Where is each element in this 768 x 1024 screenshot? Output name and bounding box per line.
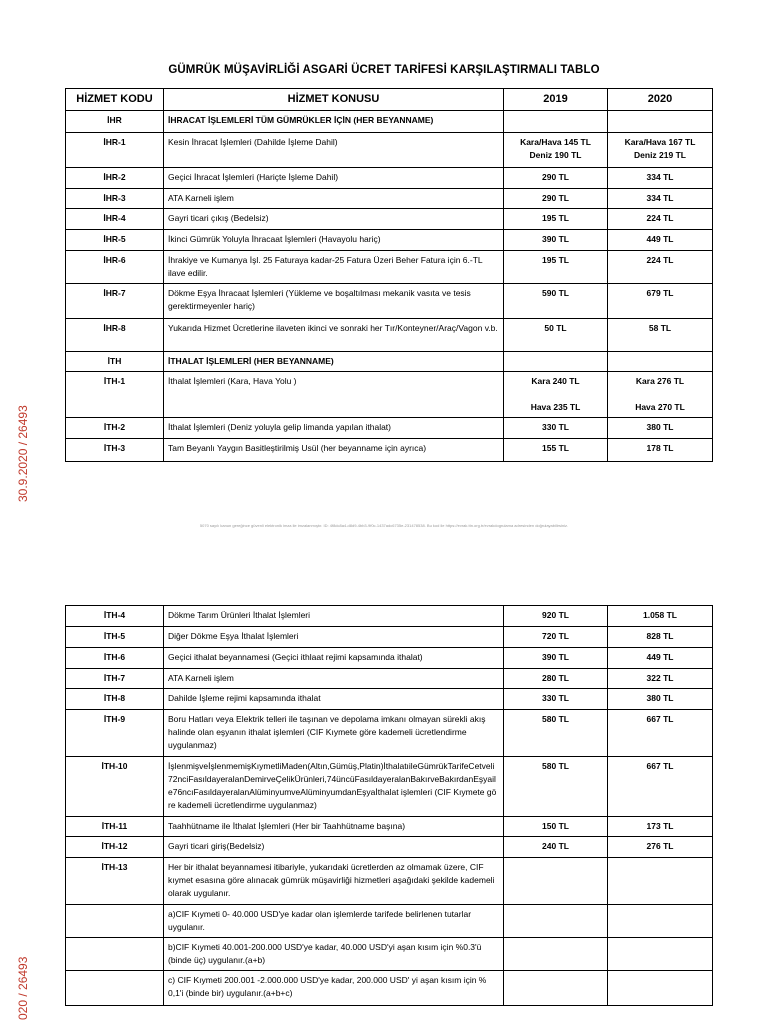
fee-2020 [608,905,713,938]
service-description: İkinci Gümrük Yoluyla İhracaat İşlemleri (Havayolu hariç) [164,230,504,251]
table-row [66,858,713,905]
fee-2020: 224 TL [608,209,713,230]
fee-2019: 155 TL [504,439,608,462]
service-description: Gayri ticari giriş(Bedelsiz) [164,837,504,858]
table-row [66,627,713,648]
service-code [66,905,164,938]
table-row [66,251,713,284]
service-code: İTH-12 [66,837,164,858]
service-code: İTH-13 [66,858,164,905]
table-row [66,817,713,837]
tariff-table-1 [65,88,713,462]
table-row [66,971,713,1006]
service-code: İTH-11 [66,817,164,837]
table-row [66,648,713,669]
service-description: İhrakiye ve Kumanya İşl. 25 Faturaya kadar-25 Fatura Üzeri Beher Fatura için 6.-TL ilave edilir. [164,251,504,284]
fee-2019: 590 TL [504,284,608,319]
service-code: İTH-7 [66,669,164,689]
service-code: İHR [66,111,164,133]
fee-2020: 173 TL [608,817,713,837]
fee-2020: 276 TL [608,837,713,858]
service-code: İTH [66,352,164,372]
fee-2019: 390 TL [504,648,608,669]
table-row [66,133,713,168]
fee-2019: 150 TL [504,817,608,837]
service-description: İthalat İşlemleri (Kara, Hava Yolu ) [164,372,504,418]
fee-2019 [504,971,608,1006]
table-row [66,418,713,439]
fee-2019: 290 TL [504,168,608,189]
service-description: İthalat İşlemleri (Deniz yoluyla gelip limanda yapılan ithalat) [164,418,504,439]
tariff-table-2 [65,605,713,1006]
fee-2019: 920 TL [504,606,608,627]
fee-2019: 280 TL [504,669,608,689]
service-description: Her bir ithalat beyannamesi itibariyle, yukarıdaki ücretlerden az olmamak üzere, CIF kıymet esasına göre alınacak gümrük müşavirliği hizmetleri aşağıdaki şekilde kademeli olarak uygulanır. [164,858,504,905]
service-description: Kesin İhracat İşlemleri (Dahilde İşleme Dahil) [164,133,504,168]
fee-2019: 720 TL [504,627,608,648]
service-description: Dökme Tarım Ürünleri İthalat İşlemleri [164,606,504,627]
fee-2020 [608,352,713,372]
header-subject: HİZMET KONUSU [164,89,504,111]
table-row [66,938,713,971]
fee-2020: Kara/Hava 167 TL Deniz 219 TL [608,133,713,168]
header-2019: 2019 [504,89,608,111]
service-description: Taahhütname ile İthalat İşlemleri (Her bir Taahhütname başına) [164,817,504,837]
service-code: İHR-2 [66,168,164,189]
service-description: Dökme Eşya İhracaat İşlemleri (Yükleme ve boşaltılması mekanik vasıta ve tesis gerektirmeyenler hariç) [164,284,504,319]
service-description: Boru Hatları veya Elektrik telleri ile taşınan ve depolama imkanı olmayan sürekli akış halinde olan eşyanın ithalat işlemleri (CIF Kıymete göre kademeli ücretlendirme uygulanmaz) [164,710,504,757]
fee-2020 [608,858,713,905]
service-description: Dahilde İşleme rejimi kapsamında ithalat [164,689,504,710]
service-code: İTH-5 [66,627,164,648]
fee-2019: 290 TL [504,189,608,209]
service-code: İTH-6 [66,648,164,669]
fee-2020: 322 TL [608,669,713,689]
fee-2020: 679 TL [608,284,713,319]
fee-2020: 380 TL [608,418,713,439]
table-row [66,439,713,462]
fee-2020 [608,971,713,1006]
service-description: ATA Karneli işlem [164,189,504,209]
service-description: İşlenmişveİşlenmemişKıymetliMaden(Altın,Gümüş,Platin)İthalatıileGümrükTarifeCetveli72nciFasıldayeralanDemirveÇelikÜrünleri,74üncüFasıldayeralanBakırveBakırdanEşyaile76ncıFasıldayeralanAlüminyumveAlüminyumdanEşyaİthalat işlemleri (CIF Kıymete göre kademeli ücretlendirme uygulanmaz) [164,757,504,817]
fee-2019: 330 TL [504,689,608,710]
service-code: İTH-9 [66,710,164,757]
fee-2019 [504,111,608,133]
fee-2020: 380 TL [608,689,713,710]
table-row [66,189,713,209]
side-stamp-bottom: 020 / 26493 [16,956,30,1020]
header-2020: 2020 [608,89,713,111]
fee-2020: 58 TL [608,319,713,352]
service-description: Yukarıda Hizmet Ücretlerine ilaveten ikinci ve sonraki her Tır/Konteyner/Araç/Vagon v.b. [164,319,504,352]
service-description: c) CIF Kıymeti 200.001 -2.000.000 USD'ye kadar, 200.000 USD' yi aşan kısım için % 0,1'i (binde bir) uygulanır.(a+b+c) [164,971,504,1006]
table-row [66,284,713,319]
fee-2020: 334 TL [608,189,713,209]
fee-2020 [608,111,713,133]
table-row [66,606,713,627]
service-description: b)CIF Kıymeti 40.001-200.000 USD'ye kadar, 40.000 USD'yi aşan kısım için %0.3'ü (binde üç) uygulanır.(a+b) [164,938,504,971]
service-description: İHRACAT İŞLEMLERİ TÜM GÜMRÜKLER İÇİN (HER BEYANNAME) [164,111,504,133]
table-row [66,111,713,133]
service-code [66,971,164,1006]
fee-2019 [504,938,608,971]
fee-2019: Kara 240 TL Hava 235 TL [504,372,608,418]
fee-2020 [608,938,713,971]
service-code: İHR-4 [66,209,164,230]
table-row [66,837,713,858]
table-row [66,757,713,817]
fee-2020: 224 TL [608,251,713,284]
table-row [66,689,713,710]
fee-2019: 330 TL [504,418,608,439]
fee-2020: 449 TL [608,230,713,251]
service-code: İHR-5 [66,230,164,251]
table-row [66,372,713,418]
table-row [66,669,713,689]
table-row [66,319,713,352]
fee-2019 [504,905,608,938]
fee-2020: Kara 276 TL Hava 270 TL [608,372,713,418]
fee-2019: 580 TL [504,710,608,757]
table-row [66,209,713,230]
service-code: İHR-8 [66,319,164,352]
service-code: İTH-4 [66,606,164,627]
service-code: İTH-2 [66,418,164,439]
fee-2019: 390 TL [504,230,608,251]
service-description: a)CIF Kıymeti 0- 40.000 USD'ye kadar olan işlemlerde tarifede belirlenen tutarlar uygulanır. [164,905,504,938]
service-code: İHR-6 [66,251,164,284]
service-description: Geçici İhracat İşlemleri (Hariçte İşleme Dahil) [164,168,504,189]
service-code: İTH-1 [66,372,164,418]
service-code: İHR-7 [66,284,164,319]
service-code: İHR-1 [66,133,164,168]
fee-2019 [504,352,608,372]
fee-2019 [504,858,608,905]
fee-2020: 667 TL [608,757,713,817]
page-title: GÜMRÜK MÜŞAVİRLİĞİ ASGARİ ÜCRET TARİFESİ KARŞILAŞTIRMALI TABLO [168,64,600,76]
fee-2019: 195 TL [504,251,608,284]
table-row [66,710,713,757]
service-description: Diğer Dökme Eşya İthalat İşlemleri [164,627,504,648]
fee-2019: 580 TL [504,757,608,817]
table-row [66,352,713,372]
service-code: İTH-10 [66,757,164,817]
e-signature-notice: 5070 sayılı kanun gereğince güvenli elektronik imza ile imzalanmıştır. ID: 4f8dc8a4-d8d9-4bb3-9f0c-1437adc6735e-231478538. Bu kod ile https://evrak.ttn.org.tr/evrakdogrulama adresinden doğrulayabilirsiniz. [199,523,569,528]
service-code: İTH-8 [66,689,164,710]
table-row [66,905,713,938]
service-description: Gayri ticari çıkış (Bedelsiz) [164,209,504,230]
fee-2019: 240 TL [504,837,608,858]
header-code: HİZMET KODU [66,89,164,111]
fee-2020: 178 TL [608,439,713,462]
service-code: İHR-3 [66,189,164,209]
table-row [66,168,713,189]
service-description: İTHALAT İŞLEMLERİ (HER BEYANNAME) [164,352,504,372]
service-code: İTH-3 [66,439,164,462]
fee-2019: Kara/Hava 145 TL Deniz 190 TL [504,133,608,168]
fee-2020: 1.058 TL [608,606,713,627]
fee-2020: 334 TL [608,168,713,189]
service-description: Geçici ithalat beyannamesi (Geçici ithlaat rejimi kapsamında ithalat) [164,648,504,669]
service-description: Tam Beyanlı Yaygın Basitleştirilmiş Usül (her beyanname için ayrıca) [164,439,504,462]
fee-2019: 50 TL [504,319,608,352]
table-row [66,230,713,251]
service-description: ATA Karneli işlem [164,669,504,689]
fee-2020: 449 TL [608,648,713,669]
fee-2020: 828 TL [608,627,713,648]
side-stamp-top: 30.9.2020 / 26493 [16,405,30,502]
service-code [66,938,164,971]
fee-2020: 667 TL [608,710,713,757]
fee-2019: 195 TL [504,209,608,230]
